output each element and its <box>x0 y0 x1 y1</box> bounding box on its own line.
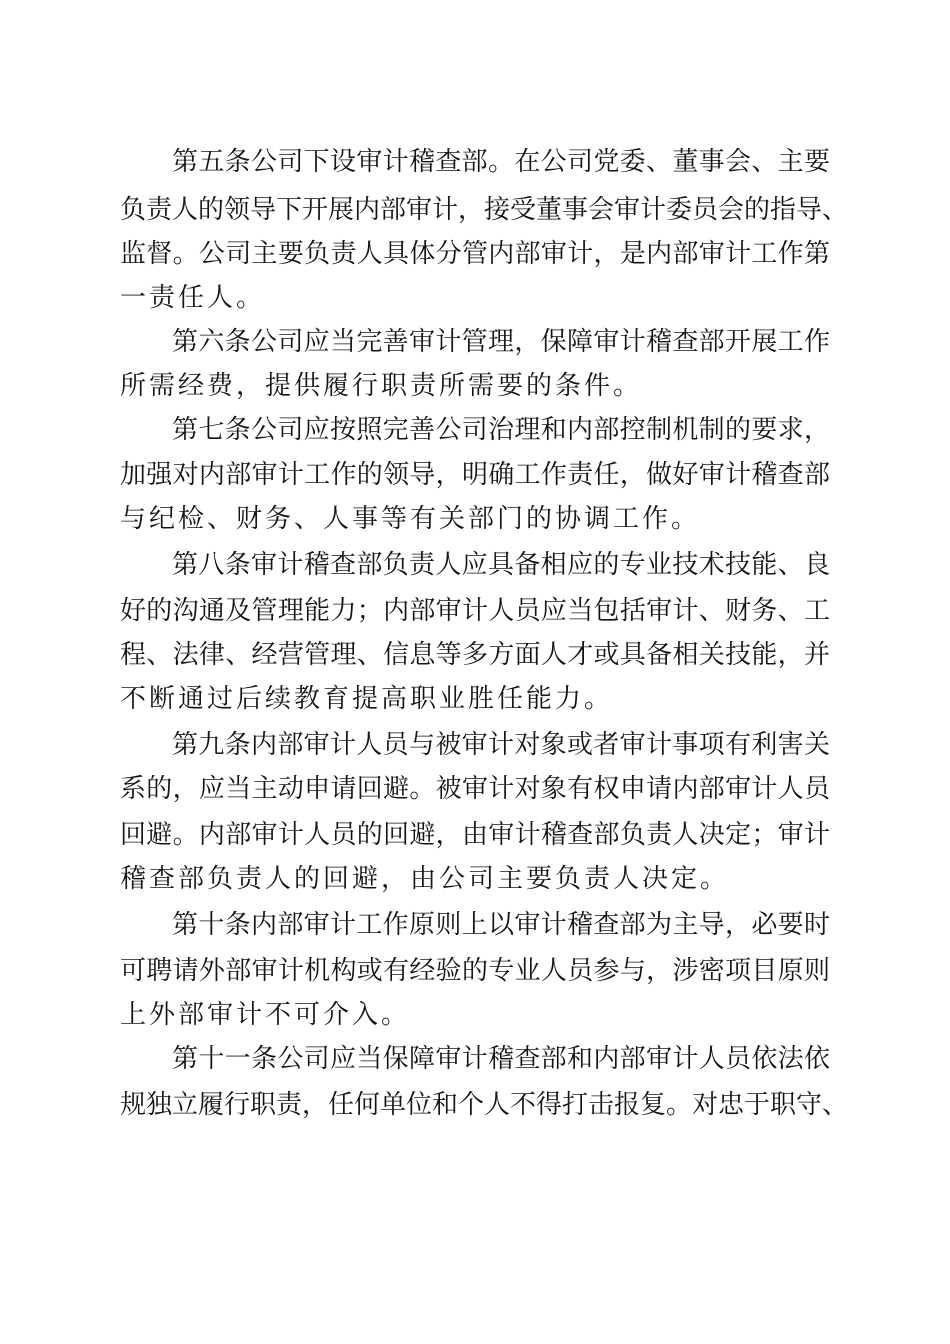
article-8-line-3: 程、法律、经营管理、信息等多方面人才或具备相关技能，并 <box>120 640 830 670</box>
article-8-line-1: 第八条审计稽查部负责人应具备相应的专业技术技能、良 <box>172 550 830 580</box>
article-9-line-1: 第九条内部审计人员与被审计对象或者审计事项有利害关 <box>172 730 830 760</box>
article-9-line-4: 稽查部负责人的回避，由公司主要负责人决定。 <box>120 864 730 894</box>
article-8-line-2: 好的沟通及管理能力；内部审计人员应当包括审计、财务、工 <box>120 596 830 626</box>
article-10-line-2: 可聘请外部审计机构或有经验的专业人员参与，涉密项目原则 <box>120 956 830 986</box>
article-10-line-1: 第十条内部审计工作原则上以审计稽查部为主导，必要时 <box>172 910 830 940</box>
article-5-line-4: 一责任人。 <box>120 283 266 313</box>
article-5-line-1: 第五条公司下设审计稽查部。在公司党委、董事会、主要 <box>172 147 830 177</box>
article-10-line-3: 上外部审计不可介入。 <box>120 1000 411 1030</box>
article-5-line-2: 负责人的领导下开展内部审计，接受董事会审计委员会的指导、 <box>120 195 849 225</box>
article-7-line-1: 第七条公司应按照完善公司治理和内部控制机制的要求， <box>172 415 830 445</box>
article-11-line-1: 第十一条公司应当保障审计稽查部和内部审计人员依法依 <box>172 1044 830 1074</box>
article-5-line-3: 监督。公司主要负责人具体分管内部审计，是内部审计工作第 <box>120 239 830 269</box>
article-9-line-3: 回避。内部审计人员的回避，由审计稽查部负责人决定；审计 <box>120 820 830 850</box>
article-11-line-2: 规独立履行职责，任何单位和个人不得打击报复。对忠于职守、 <box>120 1090 849 1120</box>
article-6-line-2: 所需经费，提供履行职责所需要的条件。 <box>120 371 643 401</box>
article-7-line-3: 与纪检、财务、人事等有关部门的协调工作。 <box>120 504 701 534</box>
article-9-line-2: 系的，应当主动申请回避。被审计对象有权申请内部审计人员 <box>120 774 830 804</box>
article-8-line-4: 不断通过后续教育提高职业胜任能力。 <box>120 684 614 714</box>
article-7-line-2: 加强对内部审计工作的领导，明确工作责任，做好审计稽查部 <box>120 460 830 490</box>
article-6-line-1: 第六条公司应当完善审计管理，保障审计稽查部开展工作 <box>172 327 830 357</box>
